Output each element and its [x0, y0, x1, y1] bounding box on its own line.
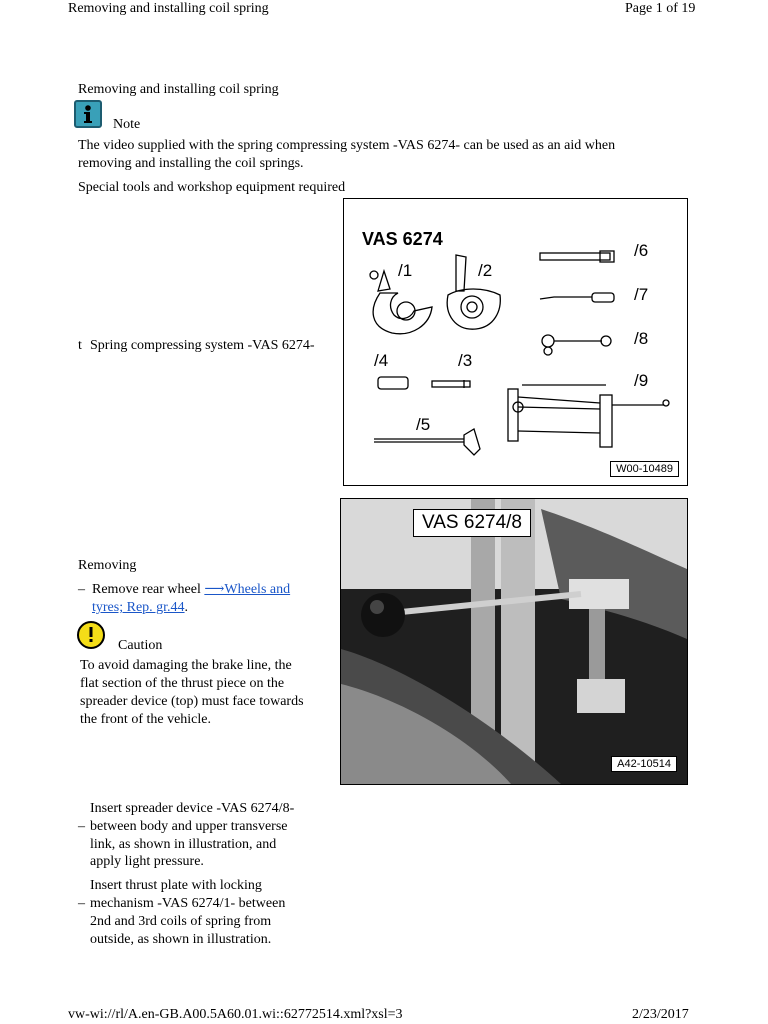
note-text-line-1: The video supplied with the spring compressing system -VAS 6274- can be used as an aid when	[78, 138, 616, 153]
figure-reference: W00-10489	[610, 461, 679, 477]
part-label-1: /1	[398, 261, 413, 280]
step-1	[92, 581, 290, 599]
step-2-line-3: link, as shown in illustration, and	[90, 837, 277, 852]
page-header-title: Removing and installing coil spring	[68, 1, 269, 16]
note-text-line-2: removing and installing the coil springs.	[78, 156, 304, 171]
caution-label: Caution	[118, 638, 163, 653]
tool-bullet: t	[78, 338, 82, 353]
removing-heading: Removing	[78, 558, 137, 573]
step-1-text: Remove rear wheel	[92, 582, 205, 597]
caution-line-1: To avoid damaging the brake line, the	[80, 658, 292, 673]
caution-icon	[77, 621, 105, 649]
part-label-8: /8	[634, 329, 649, 348]
photo-reference: A42-10514	[611, 756, 677, 772]
info-icon	[74, 100, 102, 128]
spreader-photo	[340, 498, 688, 785]
part-label-6: /6	[634, 241, 649, 260]
step-3-line-1: Insert thrust plate with locking	[90, 878, 262, 893]
step-2-line-1: Insert spreader device -VAS 6274/8-	[90, 801, 295, 816]
wheels-tyres-link-part-2[interactable]: tyres; Rep. gr.44	[92, 600, 185, 615]
step-3-dash: –	[78, 896, 85, 911]
photo-callout: VAS 6274/8	[413, 509, 531, 537]
step-3-line-3: 2nd and 3rd coils of spring from	[90, 914, 272, 929]
caution-line-2: flat section of the thrust piece on the	[80, 676, 285, 691]
part-label-4: /4	[374, 351, 389, 370]
footer-url: vw-wi://rl/A.en-GB.A00.5A60.01.wi::62772514.xml?xsl=3	[68, 1007, 403, 1022]
figure-title: VAS 6274	[362, 229, 443, 249]
tool-item: Spring compressing system -VAS 6274-	[90, 338, 315, 353]
wheels-tyres-link-part-1[interactable]: ⟶Wheels and	[204, 582, 291, 597]
tool-kit-drawing	[344, 199, 687, 485]
section-heading: Removing and installing coil spring	[78, 82, 279, 97]
photo-illustration	[341, 499, 687, 784]
step-2-line-2: between body and upper transverse	[90, 819, 288, 834]
tool-kit-figure	[343, 198, 688, 486]
part-label-3: /3	[458, 351, 473, 370]
part-label-5: /5	[416, 415, 431, 434]
step-2-line-4: apply light pressure.	[90, 854, 204, 869]
part-label-7: /7	[634, 285, 649, 304]
note-label: Note	[113, 117, 141, 132]
step-3-line-2: mechanism -VAS 6274/1- between	[90, 896, 286, 911]
step-3-line-4: outside, as shown in illustration.	[90, 932, 272, 947]
step-1-period: .	[184, 600, 189, 615]
step-2-dash: –	[78, 819, 85, 834]
page-number: Page 1 of 19	[625, 1, 696, 16]
tools-heading: Special tools and workshop equipment required	[78, 180, 346, 195]
footer-date: 2/23/2017	[632, 1007, 689, 1022]
part-label-2: /2	[478, 261, 493, 280]
caution-line-3: spreader device (top) must face towards	[80, 694, 304, 709]
part-label-9: /9	[634, 371, 649, 390]
caution-line-4: the front of the vehicle.	[80, 712, 212, 727]
step-1-line-2	[92, 599, 188, 617]
step-1-dash: –	[78, 582, 85, 597]
